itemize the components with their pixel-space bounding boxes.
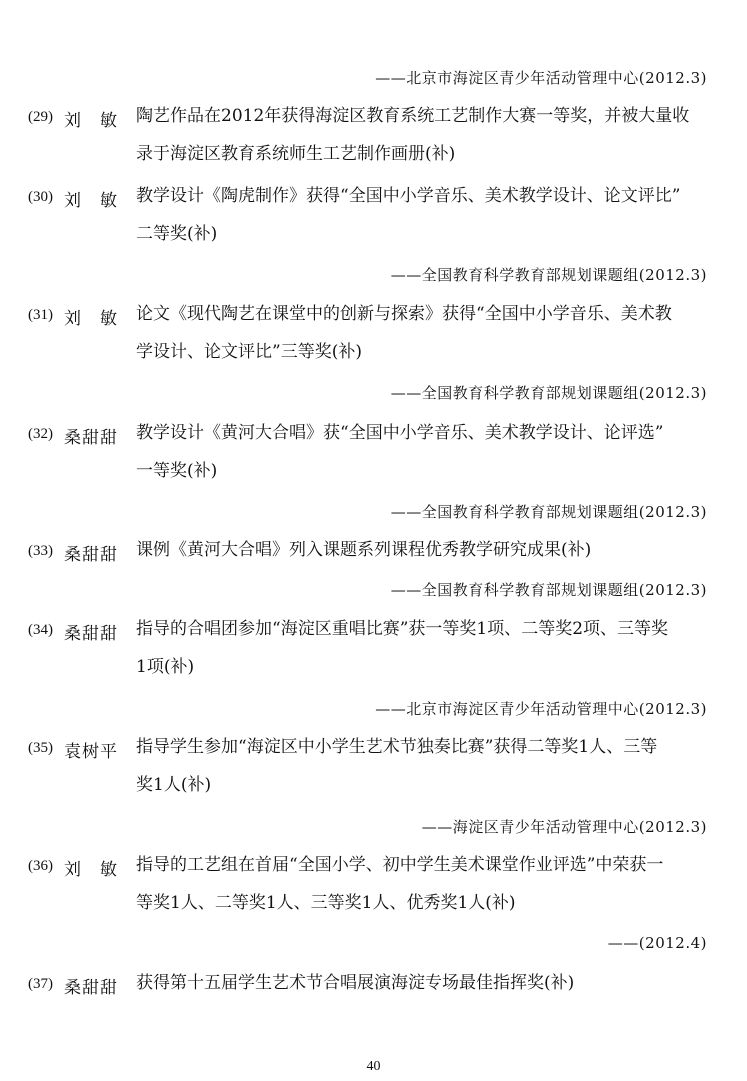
entry-person: 桑甜甜: [64, 428, 118, 448]
entry-number: (37): [28, 976, 53, 992]
top-source-line: ——北京市海淀区青少年活动管理中心(2012.3): [375, 69, 707, 87]
entry-number: (33): [28, 543, 53, 559]
entry-line: 教学设计《陶虎制作》获得“全国中小学音乐、美术教学设计、论文评比”: [136, 186, 681, 206]
entry-line: 二等奖(补): [136, 224, 218, 244]
entry-source: ——海淀区青少年活动管理中心(2012.3): [421, 818, 707, 836]
entry-source: ——全国教育科学教育部规划课题组(2012.3): [390, 503, 707, 521]
page-number: 40: [366, 1059, 381, 1074]
entry-line: 1项(补): [136, 657, 195, 677]
entry-line: 指导学生参加“海淀区中小学生艺术节独奏比赛”获得二等奖1人、三等: [136, 737, 658, 757]
entry-line: 陶艺作品在2012年获得海淀区教育系统工艺制作大赛一等奖，并被大量收: [136, 106, 690, 126]
entry-source: ——北京市海淀区青少年活动管理中心(2012.3): [375, 700, 707, 718]
entry-number: (32): [28, 426, 53, 442]
entry-text: [136, 531, 708, 569]
entry-text: [136, 414, 708, 490]
entry-source: ——(2012.4): [607, 934, 707, 952]
entry-line: 一等奖(补): [136, 461, 218, 481]
entry-number: (29): [28, 109, 53, 125]
entry-line: 教学设计《黄河大合唱》获“全国中小学音乐、美术教学设计、论评选”: [136, 423, 664, 443]
entry-number: (31): [28, 307, 53, 323]
entry-line: 等奖1人、二等奖1人、三等奖1人、优秀奖1人(补): [136, 893, 516, 913]
entry-line: 录于海淀区教育系统师生工艺制作画册(补): [136, 144, 456, 164]
entry-text: [136, 295, 708, 371]
entry-text: [136, 177, 708, 253]
entry-source: ——全国教育科学教育部规划课题组(2012.3): [390, 384, 707, 402]
entry-line: 奖1人(补): [136, 775, 212, 795]
entry-person: 刘 敏: [64, 111, 118, 131]
entry-source: ——全国教育科学教育部规划课题组(2012.3): [390, 581, 707, 599]
entry-text: [136, 846, 708, 922]
entry-text: [136, 97, 708, 173]
entry-text: [136, 728, 708, 804]
entry-text: [136, 964, 708, 1002]
entry-number: (34): [28, 622, 53, 638]
entry-person: 桑甜甜: [64, 545, 118, 565]
entry-line: 论文《现代陶艺在课堂中的创新与探索》获得“全国中小学音乐、美术教: [136, 304, 672, 324]
entry-person: 桑甜甜: [64, 624, 118, 644]
entry-line: 指导的工艺组在首届“全国小学、初中学生美术课堂作业评选”中荣获一: [136, 855, 664, 875]
entry-line: 学设计、论文评比”三等奖(补): [136, 342, 362, 362]
entry-person: 桑甜甜: [64, 978, 118, 998]
entry-person: 刘 敏: [64, 860, 118, 880]
entry-number: (36): [28, 858, 53, 874]
entry-line: 获得第十五届学生艺术节合唱展演海淀专场最佳指挥奖(补): [136, 973, 575, 993]
entry-text: [136, 610, 708, 686]
entry-person: 刘 敏: [64, 191, 118, 211]
entry-line: 课例《黄河大合唱》列入课题系列课程优秀教学研究成果(补): [136, 540, 592, 560]
entry-person: 袁树平: [64, 742, 118, 762]
entry-person: 刘 敏: [64, 309, 118, 329]
entry-number: (35): [28, 740, 53, 756]
entry-line: 指导的合唱团参加“海淀区重唱比赛”获一等奖1项、二等奖2项、三等奖: [136, 619, 669, 639]
entry-number: (30): [28, 189, 53, 205]
entry-source: ——全国教育科学教育部规划课题组(2012.3): [390, 266, 707, 284]
